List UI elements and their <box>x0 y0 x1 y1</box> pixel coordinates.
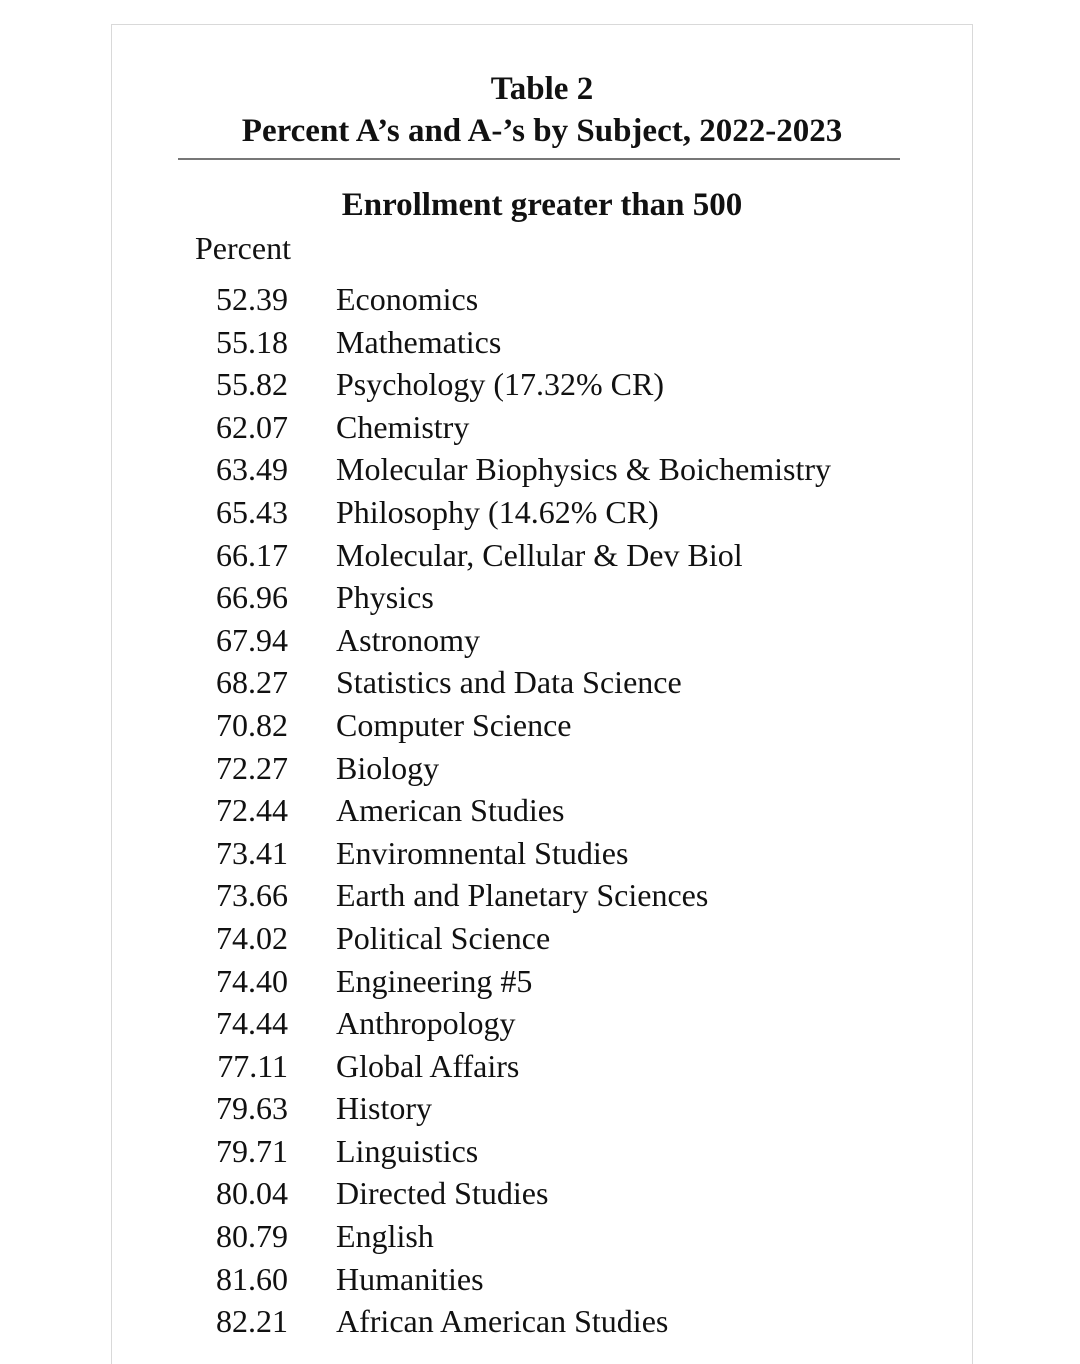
percent-cell: 55.82 <box>216 366 288 403</box>
percent-cell: 66.96 <box>216 579 288 616</box>
subject-cell: African American Studies <box>336 1303 669 1340</box>
percent-column-header: Percent <box>195 230 291 266</box>
percent-cell: 55.18 <box>216 323 288 360</box>
table-row <box>112 1131 972 1174</box>
subject-cell: Political Science <box>336 919 551 956</box>
subject-cell: Molecular, Cellular & Dev Biol <box>336 536 743 573</box>
table-row <box>112 620 972 663</box>
subject-cell: Mathematics <box>336 323 502 360</box>
table-row <box>112 961 972 1004</box>
percent-cell: 80.04 <box>216 1175 288 1212</box>
table-title: Table 2 <box>490 71 594 107</box>
subject-cell: Enviromnental Studies <box>336 834 629 871</box>
percent-cell: 67.94 <box>216 621 288 658</box>
title-divider <box>178 158 900 160</box>
subject-cell: Linguistics <box>336 1132 479 1169</box>
table-row <box>112 535 972 578</box>
subject-cell: Humanities <box>336 1260 484 1297</box>
subject-cell: Engineering #5 <box>336 962 533 999</box>
percent-cell: 72.27 <box>216 749 288 786</box>
percent-cell: 79.63 <box>216 1090 288 1127</box>
table-row <box>112 748 972 791</box>
percent-cell: 73.41 <box>216 834 288 871</box>
subject-cell: American Studies <box>336 792 565 829</box>
subject-cell: Biology <box>336 749 440 786</box>
table-row <box>112 662 972 705</box>
subject-cell: Molecular Biophysics & Boichemistry <box>336 451 832 488</box>
table-row <box>112 833 972 876</box>
table-row <box>112 1088 972 1131</box>
percent-cell: 73.66 <box>216 877 288 914</box>
table-row <box>112 705 972 748</box>
section-heading: Enrollment greater than 500 <box>341 187 743 223</box>
table-body <box>112 279 972 1344</box>
table-row <box>112 1003 972 1046</box>
table-row <box>112 918 972 961</box>
subject-cell: Chemistry <box>336 408 470 445</box>
table-row <box>112 279 972 322</box>
subject-cell: History <box>336 1090 432 1127</box>
subject-cell: Anthropology <box>336 1005 516 1042</box>
percent-cell: 52.39 <box>216 281 288 317</box>
subject-cell: Earth and Planetary Sciences <box>336 877 709 914</box>
table-row <box>112 1216 972 1259</box>
subject-cell: Physics <box>336 579 434 616</box>
table-row <box>112 1259 972 1302</box>
subject-cell: Statistics and Data Science <box>336 664 682 701</box>
table-row <box>112 1173 972 1216</box>
percent-cell: 68.27 <box>216 664 288 701</box>
percent-cell: 70.82 <box>216 706 288 743</box>
percent-cell: 66.17 <box>216 536 288 573</box>
percent-cell: 81.60 <box>216 1260 288 1297</box>
table-row <box>112 577 972 620</box>
table-row <box>112 407 972 450</box>
document-page <box>111 24 973 1364</box>
subject-cell: Astronomy <box>336 621 480 658</box>
table-row <box>112 364 972 407</box>
percent-cell: 79.71 <box>216 1132 288 1169</box>
subject-cell: Philosophy (14.62% CR) <box>336 493 659 530</box>
table-row <box>112 1301 972 1344</box>
percent-cell: 80.79 <box>216 1218 288 1255</box>
subject-cell: Psychology (17.32% CR) <box>336 366 664 403</box>
percent-cell: 74.40 <box>216 962 288 999</box>
percent-cell: 82.21 <box>216 1303 288 1340</box>
table-row <box>112 1046 972 1089</box>
subject-cell: Economics <box>336 281 479 317</box>
subject-cell: Global Affairs <box>336 1047 520 1084</box>
subject-cell: Directed Studies <box>336 1175 549 1212</box>
percent-cell: 62.07 <box>216 408 288 445</box>
percent-cell: 63.49 <box>216 451 288 488</box>
percent-cell: 74.44 <box>216 1005 288 1042</box>
table-row <box>112 322 972 365</box>
table-row <box>112 875 972 918</box>
percent-cell: 74.02 <box>216 919 288 956</box>
table-subtitle: Percent A’s and A-’s by Subject, 2022-2023 <box>241 113 843 149</box>
subject-cell: Computer Science <box>336 706 572 743</box>
subject-cell: English <box>336 1218 434 1255</box>
percent-cell: 65.43 <box>216 493 288 530</box>
table-row <box>112 790 972 833</box>
table-row <box>112 492 972 535</box>
percent-cell: 77.11 <box>217 1047 288 1084</box>
table-row <box>112 449 972 492</box>
percent-cell: 72.44 <box>216 792 288 829</box>
